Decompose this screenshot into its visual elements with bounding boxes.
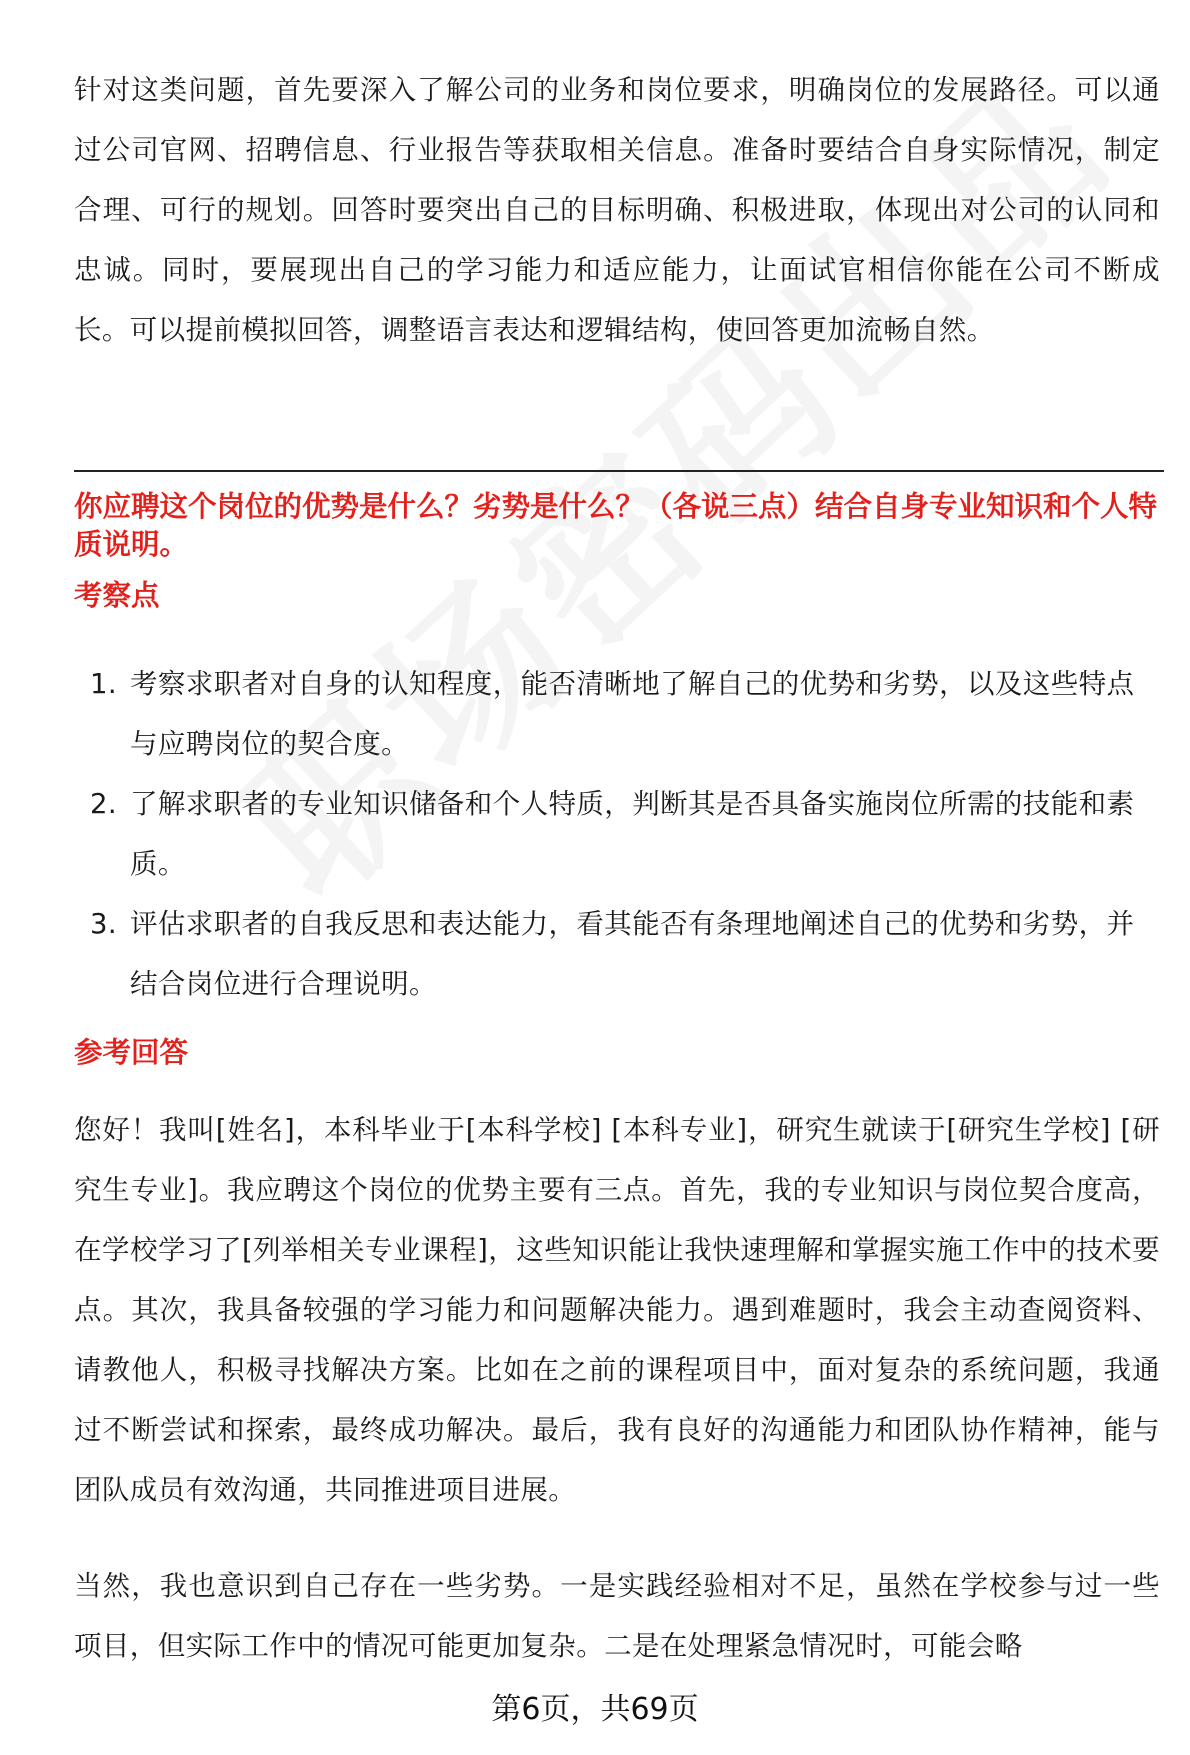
intro-paragraph: 针对这类问题，首先要深入了解公司的业务和岗位要求，明确岗位的发展路径。可以通过公司官网、招聘信息、行业报告等获取相关信息。准备时要结合自身实际情况，制定合理、可行的规划。回答时要突出自己的目标明确、积极进取，体现出对公司的认同和忠诚。同时，要展现出自己的学习能力和适应能力，让面试官相信你能在公司不断成长。可以提前模拟回答，调整语言表达和逻辑结构，使回答更加流畅自然。 — [74, 74, 1160, 346]
reference-heading: 参考回答 — [74, 1036, 189, 1069]
intro-section — [74, 60, 1160, 360]
page-footer: 第6页，共69页 — [491, 1692, 699, 1727]
assessment-heading: 考察点 — [74, 579, 160, 612]
assessment-list — [74, 654, 1160, 1014]
section-divider — [74, 470, 1164, 472]
list-item-number: 1. — [90, 668, 118, 700]
answer-paragraph-1: 您好！我叫[姓名]，本科毕业于[本科学校] [本科专业]，研究生就读于[研究生学校] [研究生专业]。我应聘这个岗位的优势主要有三点。首先，我的专业知识与岗位契合度高，在学校学习了[列举相关专业课程]，这些知识能让我快速理解和掌握实施工作中的技术要点。其次，我具备较强的学习能力和问题解决能力。遇到难题时，我会主动查阅资料、请教他人，积极寻找解决方案。比如在之前的课程项目中，面对复杂的系统问题，我通过不断尝试和探索，最终成功解决。最后，我有良好的沟通能力和团队协作精神，能与团队成员有效沟通，共同推进项目进展。 — [74, 1114, 1160, 1506]
list-item-number: 3. — [90, 908, 118, 940]
question-heading: 你应聘这个岗位的优势是什么？劣势是什么？（各说三点）结合自身专业知识和个人特质说明。 — [74, 490, 1158, 561]
list-item-text: 评估求职者的自我反思和表达能力，看其能否有条理地阐述自己的优势和劣势，并结合岗位进行合理说明。 — [130, 908, 1135, 1000]
list-item — [74, 894, 1160, 1014]
list-item-text: 了解求职者的专业知识储备和个人特质，判断其是否具备实施岗位所需的技能和素质。 — [130, 788, 1135, 880]
list-item-text: 考察求职者对自身的认知程度，能否清晰地了解自己的优势和劣势，以及这些特点与应聘岗位的契合度。 — [130, 668, 1135, 760]
reference-answer — [74, 1100, 1160, 1520]
reference-answer-continued — [74, 1556, 1160, 1676]
answer-paragraph-2: 当然，我也意识到自己存在一些劣势。一是实践经验相对不足，虽然在学校参与过一些项目，但实际工作中的情况可能更加复杂。二是在处理紧急情况时，可能会略 — [74, 1570, 1160, 1662]
list-item — [74, 774, 1160, 894]
list-item-number: 2. — [90, 788, 118, 820]
list-item — [74, 654, 1160, 774]
